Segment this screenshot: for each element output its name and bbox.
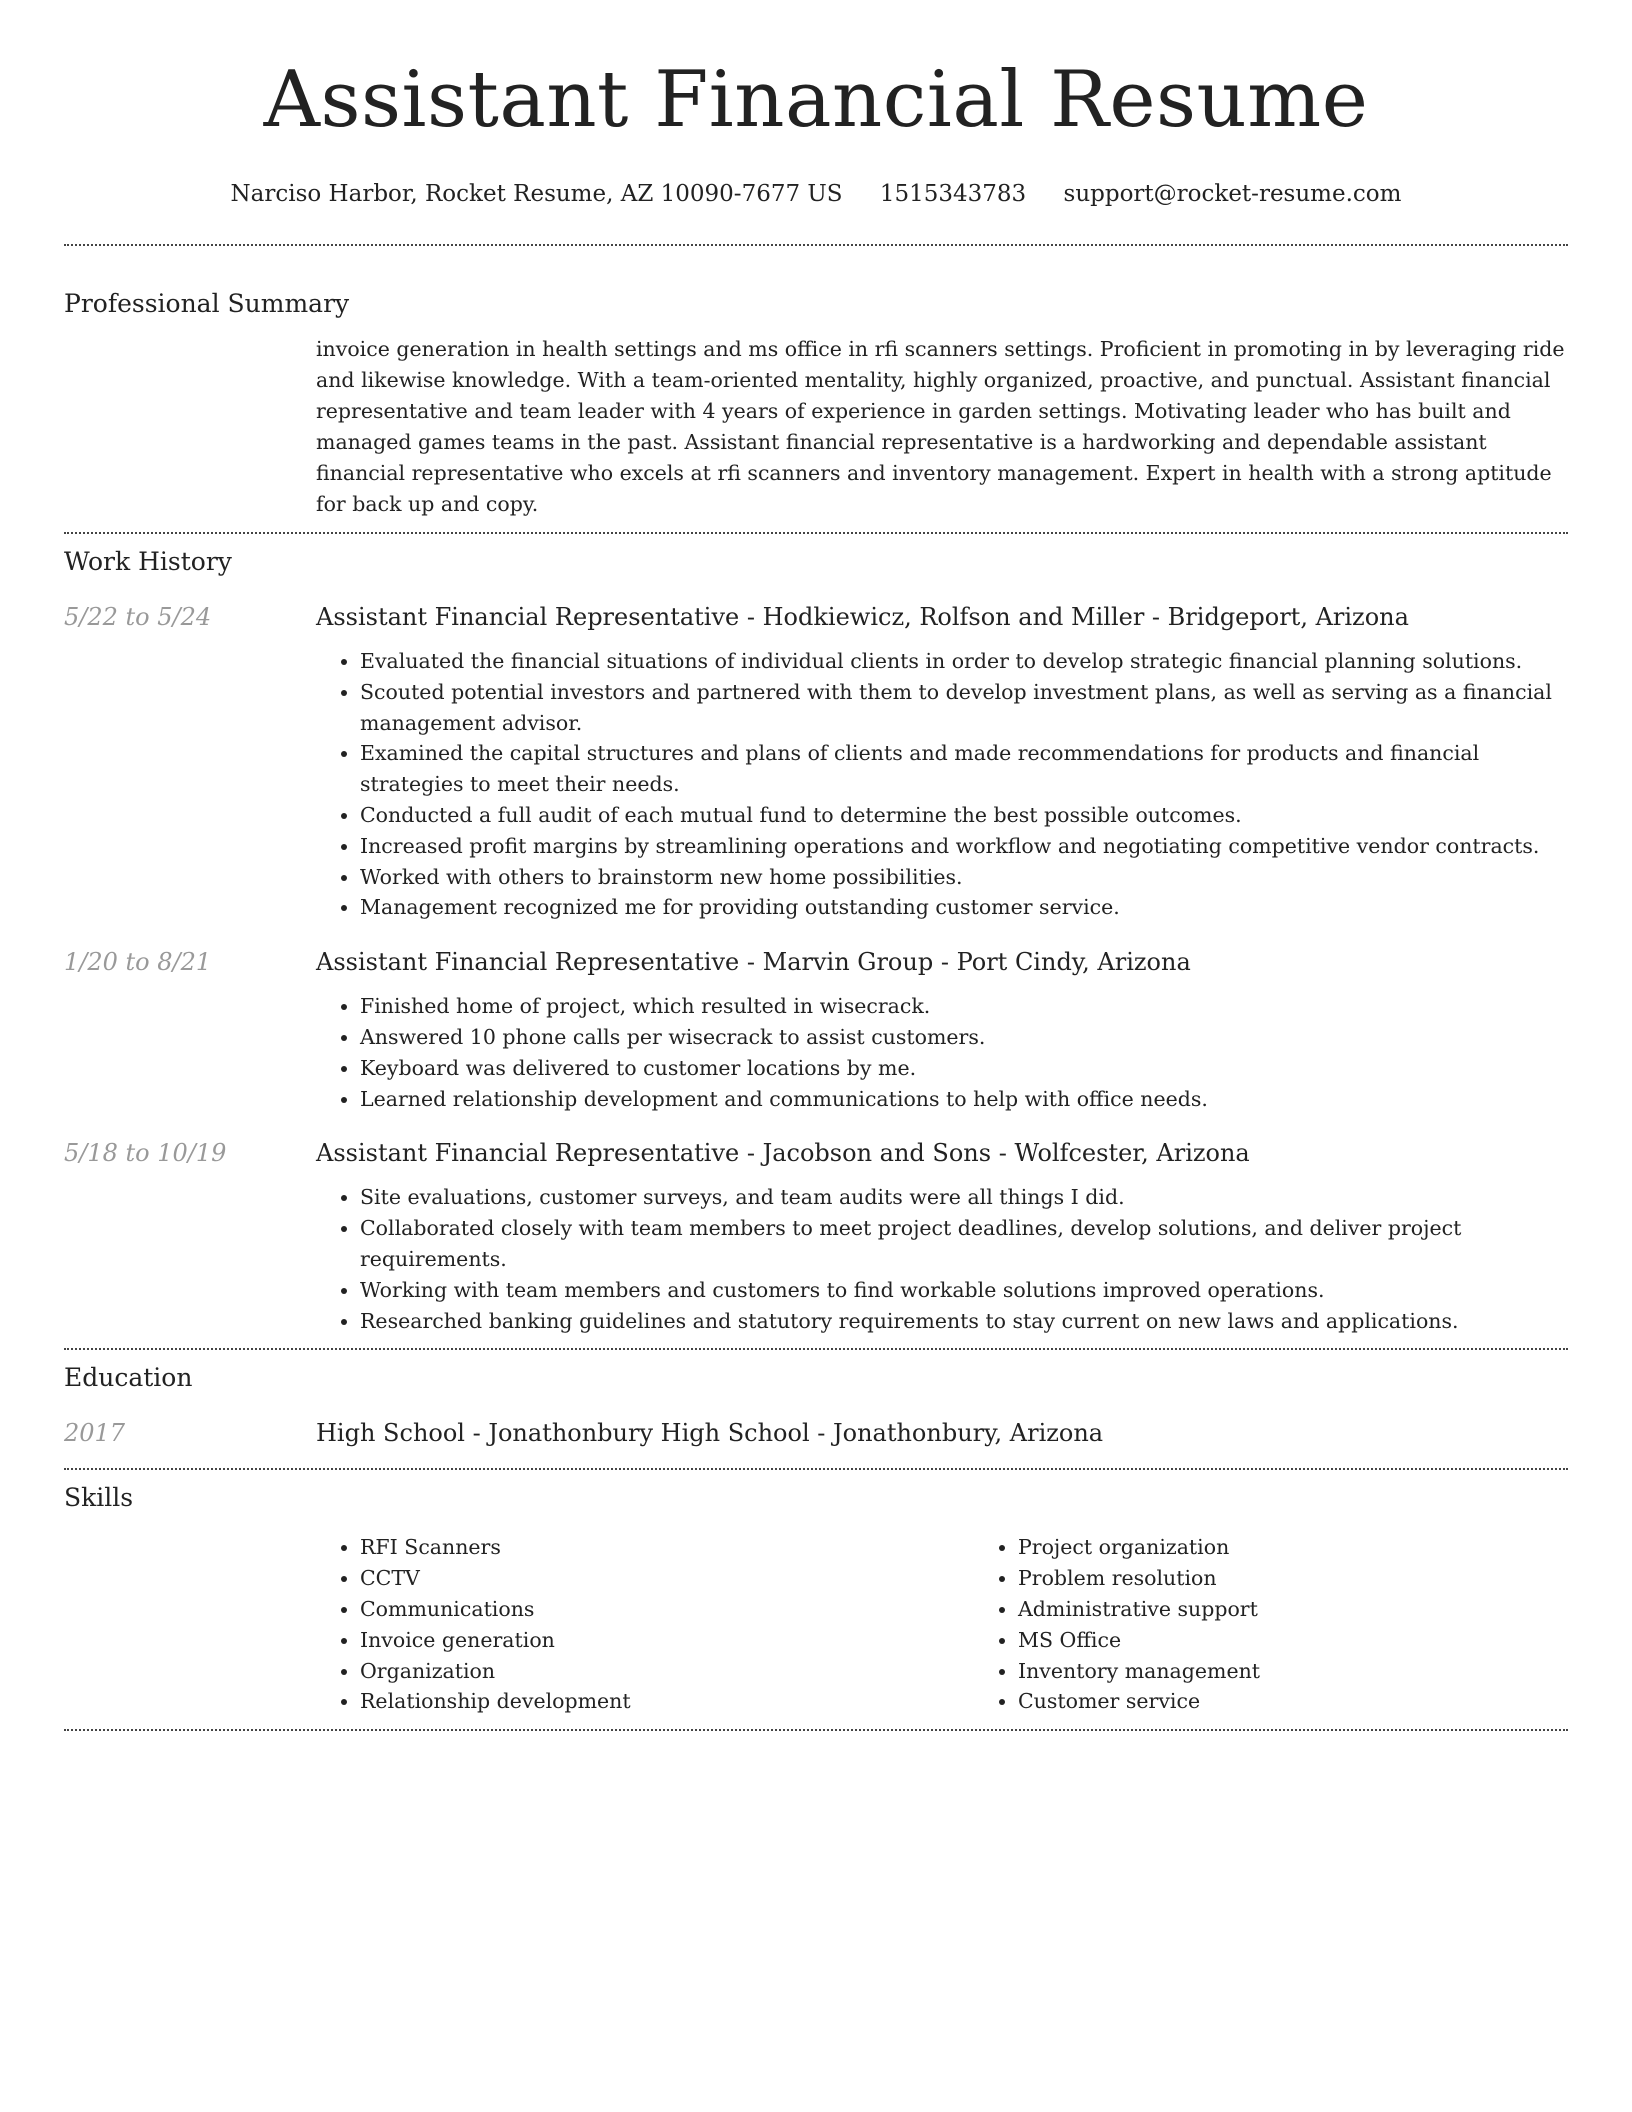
job-entry [64, 945, 1568, 1114]
skill-item: • Project organization [1018, 1532, 1632, 1563]
job-bullet: • Evaluated the financial situations of individual clients in order to develop strategic financial planning solutions. [360, 646, 1568, 677]
divider [64, 1729, 1568, 1731]
contact-phone: 1515343783 [879, 181, 1027, 207]
job-heading: Assistant Financial Representative - Hodkiewicz, Rolfson and Miller - Bridgeport, Arizona [316, 603, 1409, 631]
skill-item: • Relationship development [360, 1686, 974, 1717]
job-bullet: • Researched banking guidelines and statutory requirements to stay current on new laws and applications. [360, 1306, 1568, 1337]
job-bullets [316, 646, 1568, 923]
skills-row [64, 1532, 1568, 1717]
skill-item: • Problem resolution [1018, 1563, 1632, 1594]
job-bullet: • Increased profit margins by streamlining operations and workflow and negotiating competitive vendor contracts. [360, 831, 1568, 862]
resume-title: Assistant Financial Resume [263, 55, 1369, 145]
job-entry [64, 1136, 1568, 1336]
job-bullet: • Examined the capital structures and plans of clients and made recommendations for products and financial strategies to meet their needs. [360, 738, 1568, 800]
skills-list-left [316, 1532, 974, 1717]
contact-line [0, 178, 1632, 210]
job-bullet: • Answered 10 phone calls per wisecrack to assist customers. [360, 1022, 1568, 1053]
summary-row [64, 334, 1568, 520]
job-bullet: • Management recognized me for providing outstanding customer service. [360, 892, 1568, 923]
section-title-education: Education [64, 1363, 193, 1393]
job-bullets [316, 1182, 1568, 1336]
skill-item: • Organization [360, 1656, 974, 1687]
job-bullet: • Conducted a full audit of each mutual fund to determine the best possible outcomes. [360, 800, 1568, 831]
job-bullet: • Collaborated closely with team members to meet project deadlines, develop solutions, and deliver project requirements. [360, 1213, 1568, 1275]
job-bullet: • Scouted potential investors and partnered with them to develop investment plans, as well as serving as a financial management advisor. [360, 677, 1568, 739]
skill-item: • Invoice generation [360, 1625, 974, 1656]
skill-item: • Communications [360, 1594, 974, 1625]
job-bullet: • Finished home of project, which resulted in wisecrack. [360, 991, 1568, 1022]
contact-email: support@rocket-resume.com [1063, 181, 1402, 207]
divider [64, 1468, 1568, 1470]
job-bullet: • Working with team members and customers to find workable solutions improved operations. [360, 1275, 1568, 1306]
skills-list-right [974, 1532, 1632, 1717]
job-bullet: • Keyboard was delivered to customer locations by me. [360, 1053, 1568, 1084]
education-year: 2017 [64, 1419, 126, 1448]
skill-item: • MS Office [1018, 1625, 1632, 1656]
section-title-summary: Professional Summary [64, 289, 350, 318]
divider [64, 1348, 1568, 1350]
contact-address: Narciso Harbor, Rocket Resume, AZ 10090-7677 US [230, 181, 843, 207]
skill-item: • Customer service [1018, 1686, 1632, 1717]
section-title-skills: Skills [64, 1483, 134, 1513]
job-heading: Assistant Financial Representative - Marvin Group - Port Cindy, Arizona [316, 948, 1191, 977]
education-entry [64, 1416, 1568, 1450]
job-entry [64, 600, 1568, 923]
skill-item: • Administrative support [1018, 1594, 1632, 1625]
education-heading: High School - Jonathonbury High School - Jonathonbury, Arizona [316, 1419, 1104, 1448]
summary-text: invoice generation in health settings and ms office in rfi scanners settings. Proficient in promoting in by leveraging ride and likewise knowledge. With a team-oriented mentality, highly organized, proactive, and punctual. Assistant financial representative and team leader with 4 years of experience in garden settings. Motivating leader who has built and managed games teams in the past. Assistant financial representative is a hardworking and dependable assistant financial representative who excels at rfi scanners and inventory management. Expert in health with a strong aptitude for back up and copy. [316, 337, 1565, 516]
job-bullet: • Site evaluations, customer surveys, and team audits were all things I did. [360, 1182, 1568, 1213]
skill-item: • Inventory management [1018, 1656, 1632, 1687]
divider [64, 532, 1568, 534]
skills-columns [316, 1532, 1632, 1717]
job-dates: 5/18 to 10/19 [64, 1139, 227, 1168]
section-title-work: Work History [64, 547, 232, 576]
skill-item: • CCTV [360, 1563, 974, 1594]
divider [64, 244, 1568, 246]
job-heading: Assistant Financial Representative - Jacobson and Sons - Wolfcester, Arizona [316, 1139, 1250, 1168]
job-dates: 5/22 to 5/24 [64, 603, 212, 631]
job-bullet: • Learned relationship development and communications to help with office needs. [360, 1084, 1568, 1115]
skill-item: • RFI Scanners [360, 1532, 974, 1563]
job-dates: 1/20 to 8/21 [64, 948, 212, 977]
job-bullet: • Worked with others to brainstorm new home possibilities. [360, 862, 1568, 893]
job-bullets [316, 991, 1568, 1114]
